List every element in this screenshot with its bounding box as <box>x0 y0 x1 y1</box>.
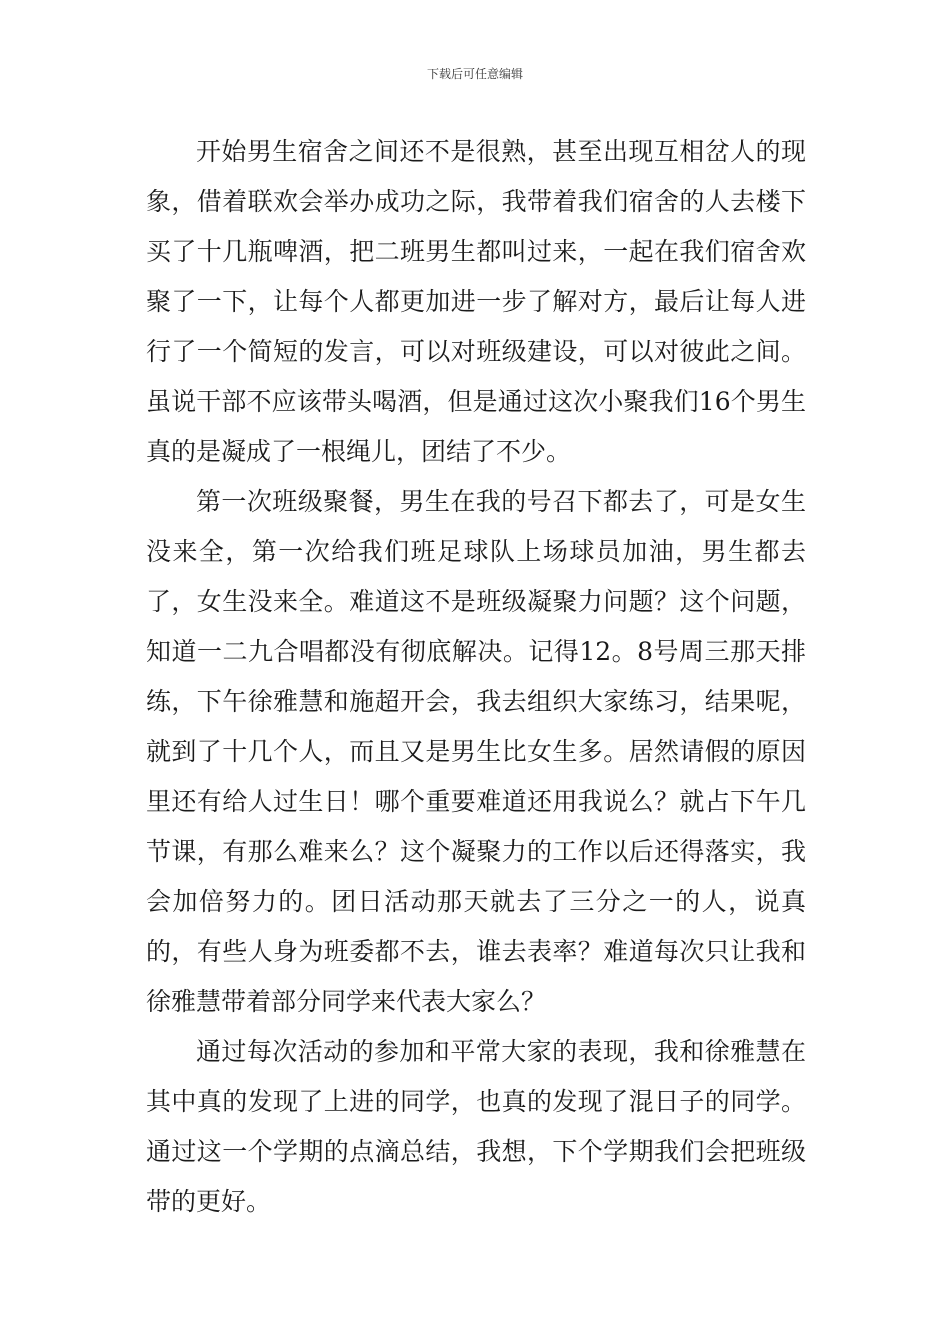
page-header: 下载后可任意编辑 <box>426 67 523 81</box>
paragraph-3: 通过每次活动的参加和平常大家的表现，我和徐雅慧在其中真的发现了上进的同学，也真的发现了混日子的同学。通过这一个学期的点滴总结，我想，下个学期我们会把班级带的更好。 <box>146 1037 806 1216</box>
document-body <box>146 127 806 1227</box>
paragraph-2: 第一次班级聚餐，男生在我的号召下都去了，可是女生没来全，第一次给我们班足球队上场球员加油，男生都去了，女生没来全。难道这不是班级凝聚力问题？这个问题，知道一二九合唱都没有彻底解决。记得12。8号周三那天排练，下午徐雅慧和施超开会，我去组织大家练习，结果呢，就到了十几个人，而且又是男生比女生多。居然请假的原因里还有给人过生日！哪个重要难道还用我说么？就占下午几节课，有那么难来么？这个凝聚力的工作以后还得落实，我会加倍努力的。团日活动那天就去了三分之一的人，说真的，有些人身为班委都不去，谁去表率？难道每次只让我和徐雅慧带着部分同学来代表大家么？ <box>146 487 806 1016</box>
paragraph-1: 开始男生宿舍之间还不是很熟，甚至出现互相岔人的现象，借着联欢会举办成功之际，我带着我们宿舍的人去楼下买了十几瓶啤酒，把二班男生都叫过来，一起在我们宿舍欢聚了一下，让每个人都更加进一步了解对方，最后让每人进行了一个简短的发言，可以对班级建设，可以对彼此之间。虽说干部不应该带头喝酒，但是通过这次小聚我们16个男生真的是凝成了一根绳儿，团结了不少。 <box>146 137 806 466</box>
